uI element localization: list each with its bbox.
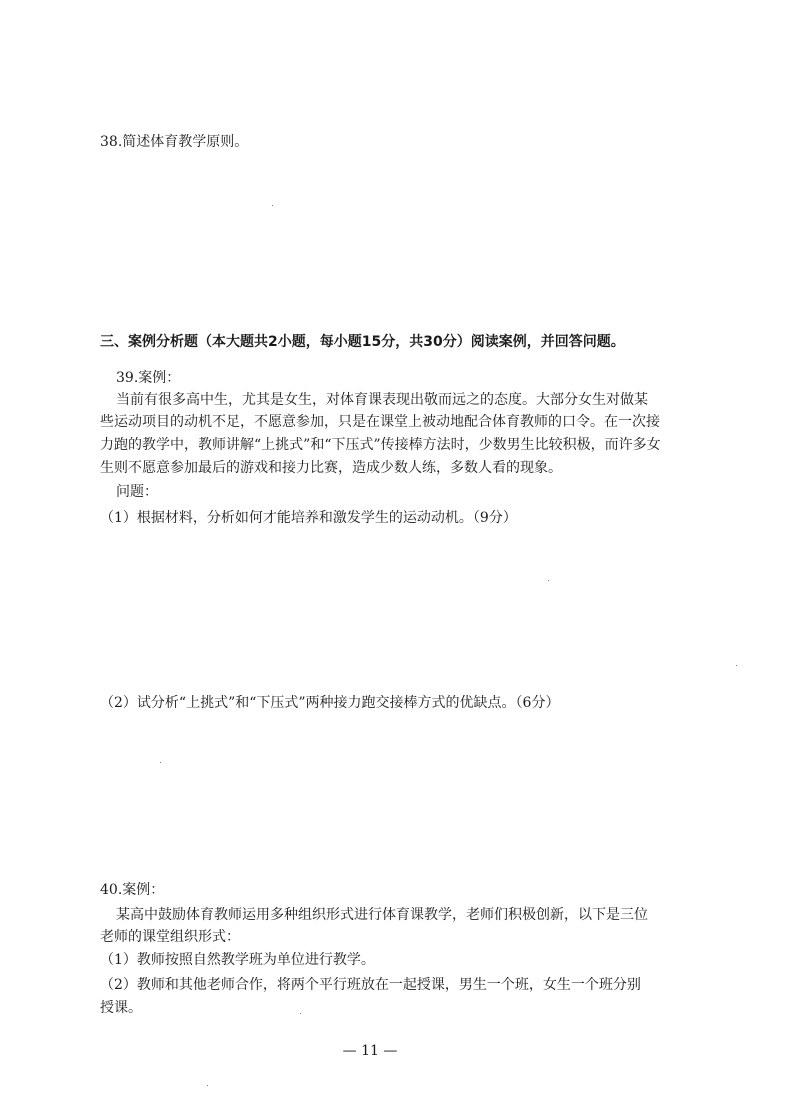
question-40-paragraph-line: 某高中鼓励体育教师运用多种组织形式进行体育课教学，老师们积极创新，以下是三位	[116, 907, 648, 923]
question-39-sub-1: （1）根据材料，分析如何才能培养和激发学生的运动动机。（9分）	[100, 510, 517, 526]
scan-speck	[160, 762, 161, 763]
section-heading: 三、案例分析题（本大题共2小题，每小题15分，共30分）阅读案例，并回答问题。	[100, 334, 625, 350]
question-40-item-1: （1）教师按照自然教学班为单位进行教学。	[100, 952, 375, 968]
scan-speck	[300, 1013, 301, 1014]
scan-speck	[272, 205, 273, 206]
question-39-sub-2: （2）试分析“上挑式”和“下压式”两种接力跑交接棒方式的优缺点。（6分）	[100, 695, 560, 711]
question-40-item-2-line: 授课。	[100, 1000, 142, 1016]
scan-speck	[736, 665, 737, 666]
question-40-paragraph-line: 老师的课堂组织形式：	[100, 929, 240, 945]
question-39-question-label: 问题：	[116, 484, 158, 500]
question-39-label: 39.案例：	[116, 370, 181, 386]
scan-speck	[548, 580, 549, 581]
question-39-paragraph-line: 生则不愿意参加最后的游戏和接力比赛，造成少数人练，多数人看的现象。	[100, 460, 562, 476]
question-39-paragraph-line: 当前有很多高中生，尤其是女生，对体育课表现出敬而远之的态度。大部分女生对做某	[116, 392, 648, 408]
question-39-paragraph-line: 力跑的教学中，教师讲解“上挑式”和“下压式”传接棒方法时，少数男生比较积极，而许多女	[100, 437, 661, 453]
question-40-label: 40.案例：	[100, 882, 165, 898]
page-number: — 11 —	[342, 1043, 398, 1059]
question-39-paragraph-line: 些运动项目的动机不足，不愿意参加，只是在课堂上被动地配合体育教师的口令。在一次接	[100, 414, 660, 430]
scan-speck	[207, 1085, 208, 1086]
question-40-item-2-line: （2）教师和其他老师合作，将两个平行班放在一起授课，男生一个班，女生一个班分别	[100, 977, 641, 993]
question-38: 38.简述体育教学原则。	[100, 134, 249, 150]
